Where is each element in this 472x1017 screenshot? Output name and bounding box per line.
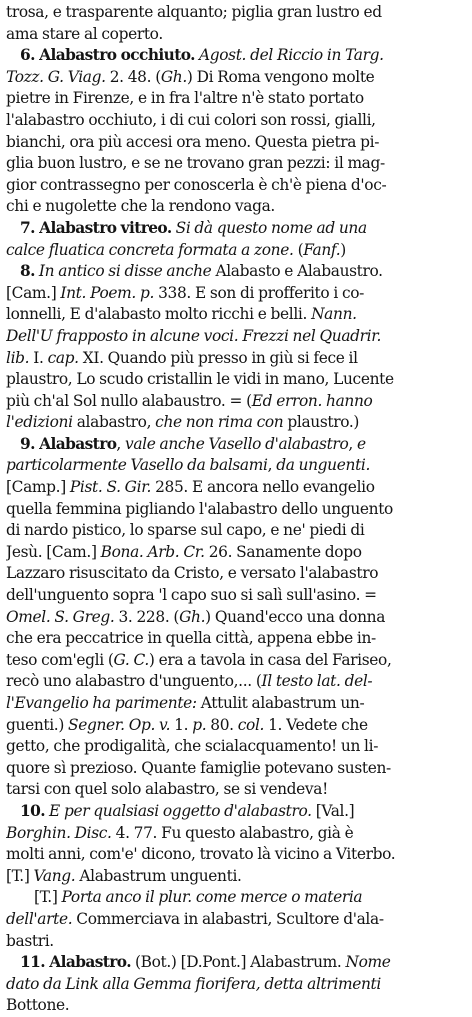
text-line: chi e nugolette che la rendono vaga. [6, 197, 275, 216]
text-line: Omel. S. Greg. 3. 228. (Gh.) Quand'ecco una donna [6, 607, 386, 626]
text-line: l'alabastro occhiuto, i di cui colori son rossi, gialli, [6, 110, 376, 129]
entry-8-header: 8. In antico si disse anche Alabasto e Alabaustro. [20, 262, 383, 281]
text-line: ama stare al coperto. [6, 24, 163, 43]
text-line: recò uno alabastro d'unguento,... (Il testo lat. del- [6, 672, 373, 691]
text-line: quella femmina pigliando l'alabastro dello unguento [6, 499, 393, 518]
text-line: plaustro, Lo scudo cristallin le vidi in mano, Lucente [6, 370, 394, 389]
entry-6-header: 6. Alabastro occhiuto. Agost. del Riccio in Targ. [20, 46, 384, 65]
text-line: quore sì prezioso. Quante famiglie potevano susten- [6, 758, 391, 777]
text-line: [Camp.] Pist. S. Gir. 285. E ancora nello evangelio [6, 478, 375, 497]
text-line: Borghin. Disc. 4. 77. Fu questo alabastro, già è [6, 823, 354, 842]
entry-7-header: 7. Alabastro vitreo. Si dà questo nome ad una [20, 218, 367, 237]
text-line: Tozz. G. Viag. 2. 48. (Gh.) Di Roma vengono molte [6, 67, 375, 86]
text-line: lib. I. cap. XI. Quando più presso in giù si fece il [6, 348, 358, 367]
text-line: teso com'egli (G. C.) era a tavola in casa del Fariseo, [6, 650, 392, 669]
text-line: bianchi, ora più accesi ora meno. Questa pietra pi- [6, 132, 380, 151]
sense-number: 6. Alabastro occhiuto. [20, 46, 195, 65]
text-line: l'Evangelio ha parimente: Attulit alabastrum un- [6, 694, 365, 712]
text-line: dell'unguento sopra 'l capo suo si salì sull'asino. = [6, 586, 377, 605]
text-line: bastri. [6, 931, 54, 950]
text-line: trosa, e trasparente alquanto; piglia gran lustro ed [6, 3, 382, 21]
text-line: tarsi con quel solo alabastro, se si vendeva! [6, 780, 328, 799]
text-line: [T.] Porta anco il plur. come merce o materia [34, 888, 363, 907]
text-line: dell'arte. Commerciava in alabastri, Scultore d'ala- [6, 909, 384, 928]
text-line: [T.] Vang. Alabastrum unguenti. [6, 866, 242, 885]
text-line: [Cam.] Int. Poem. p. 338. E son di profferito i co- [6, 283, 364, 302]
entry-10-header: 10. E per qualsiasi oggetto d'alabastro. [Val.] [20, 801, 355, 820]
text-line: Bottone. [6, 996, 70, 1015]
entry-11-header: 11. Alabastro. (Bot.) [D.Pont.] Alabastrum. Nome [20, 953, 391, 972]
dictionary-column [6, 2, 468, 1017]
text-line: gior contrassegno per conoscerla è ch'è piena d'oc- [6, 175, 387, 194]
text-line: getto, che prodigalità, che scialacquamento! un li- [6, 737, 379, 756]
text-line: lonnelli, E d'alabasto molto ricchi e belli. Nann. [6, 305, 357, 324]
entry-9-header: 9. Alabastro, vale anche Vasello d'alabastro, e [20, 434, 366, 453]
text-line: Dell'U frapposto in alcune voci. Frezzi nel Quadrir. [6, 326, 382, 345]
text-line: di nardo pistico, lo sparse sul capo, e ne' piedi di [6, 521, 365, 540]
text-line: molti anni, com'e' dicono, trovato là vicino a Viterbo. [6, 845, 396, 864]
text-line: Jesù. [Cam.] Bona. Arb. Cr. 26. Sanamente dopo [6, 542, 362, 561]
text-line: guenti.) Segner. Op. v. 1. p. 80. col. 1. Vedete che [6, 715, 368, 734]
text-line: dato da Link alla Gemma fiorifera, detta altrimenti [6, 974, 381, 993]
text-line: Lazzaro risuscitato da Cristo, e versato l'alabastro [6, 564, 379, 583]
text-line: glia buon lustro, e se ne trovano gran pezzi: il mag- [6, 154, 385, 173]
text-line: più ch'al Sol nullo alabaustro. = (Ed erron. hanno [6, 391, 373, 410]
text-line: pietre in Firenze, e in fra l'altre n'è stato portato [6, 89, 364, 108]
text-line: calce fluatica concreta formata a zone. (Fanf.) [6, 240, 346, 259]
text-line: l'edizioni alabastro, che non rima con plaustro.) [6, 413, 360, 432]
text-line: particolarmente Vasello da balsami, da unguenti. [6, 456, 371, 475]
text-line: che era peccatrice in quella città, appena ebbe in- [6, 629, 376, 648]
